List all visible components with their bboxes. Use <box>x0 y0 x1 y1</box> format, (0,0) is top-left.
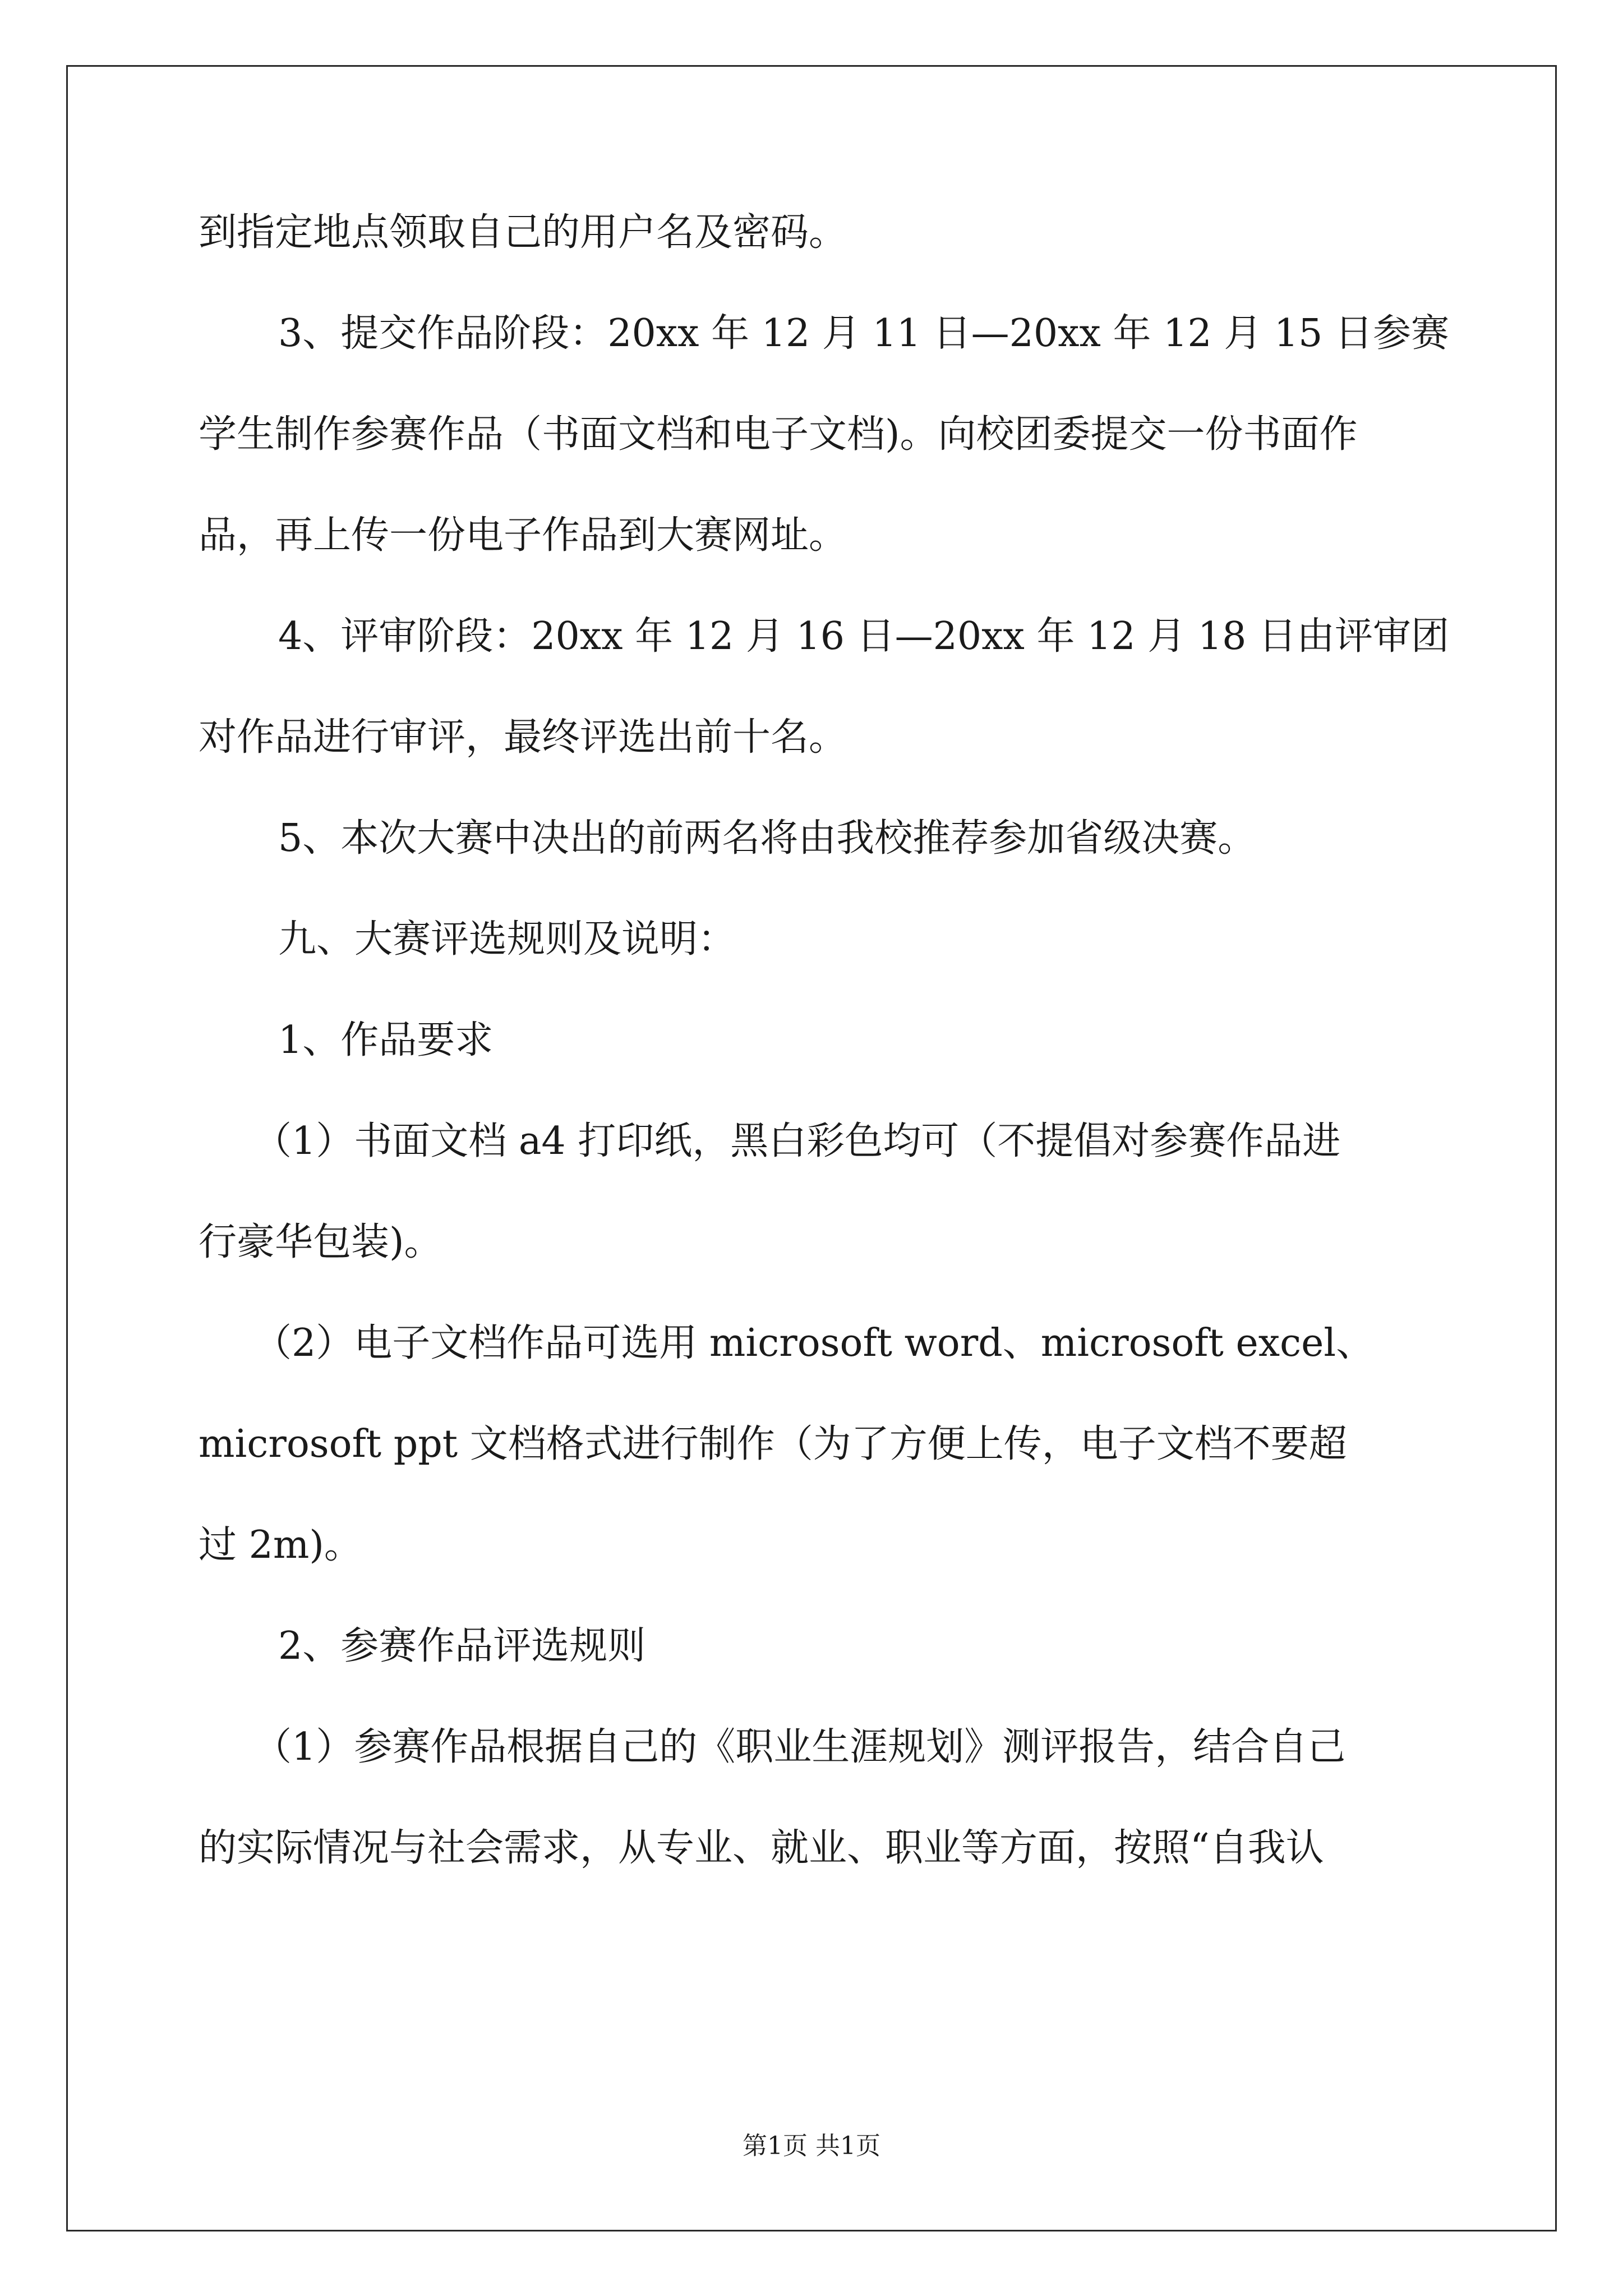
text-line: 过 2m)。 <box>199 1523 362 1567</box>
text-line: 到指定地点领取自己的用户名及密码。 <box>199 210 847 255</box>
text-line: 3、提交作品阶段：20xx 年 12 月 11 日—20xx 年 12 月 15 日参赛 <box>278 311 1449 356</box>
text-line: 5、本次大赛中决出的前两名将由我校推荐参加省级决赛。 <box>278 816 1256 861</box>
subsection-heading: 1、作品要求 <box>278 1018 494 1062</box>
text-line: 4、评审阶段：20xx 年 12 月 16 日—20xx 年 12 月 18 日由评审团 <box>278 614 1449 659</box>
text-line: 学生制作参赛作品（书面文档和电子文档)。向校团委提交一份书面作 <box>199 412 1358 457</box>
text-line: 的实际情况与社会需求，从专业、就业、职业等方面，按照“自我认 <box>199 1826 1324 1870</box>
subsection-heading: 2、参赛作品评选规则 <box>278 1624 646 1668</box>
text-line: （1）书面文档 a4 打印纸，黑白彩色均可（不提倡对参赛作品进 <box>253 1119 1341 1163</box>
text-line: （1）参赛作品根据自己的《职业生涯规划》测评报告，结合自己 <box>253 1725 1346 1769</box>
text-line: microsoft ppt 文档格式进行制作（为了方便上传，电子文档不要超 <box>199 1422 1347 1466</box>
text-line: 对作品进行审评，最终评选出前十名。 <box>199 715 847 760</box>
text-line: （2）电子文档作品可选用 microsoft word、microsoft excel、 <box>253 1321 1375 1365</box>
text-line: 品，再上传一份电子作品到大赛网址。 <box>199 513 847 558</box>
text-line: 行豪华包装)。 <box>199 1220 442 1264</box>
page-number-footer: 第1页 共1页 <box>743 2132 880 2160</box>
section-heading: 九、大赛评选规则及说明： <box>278 917 736 961</box>
